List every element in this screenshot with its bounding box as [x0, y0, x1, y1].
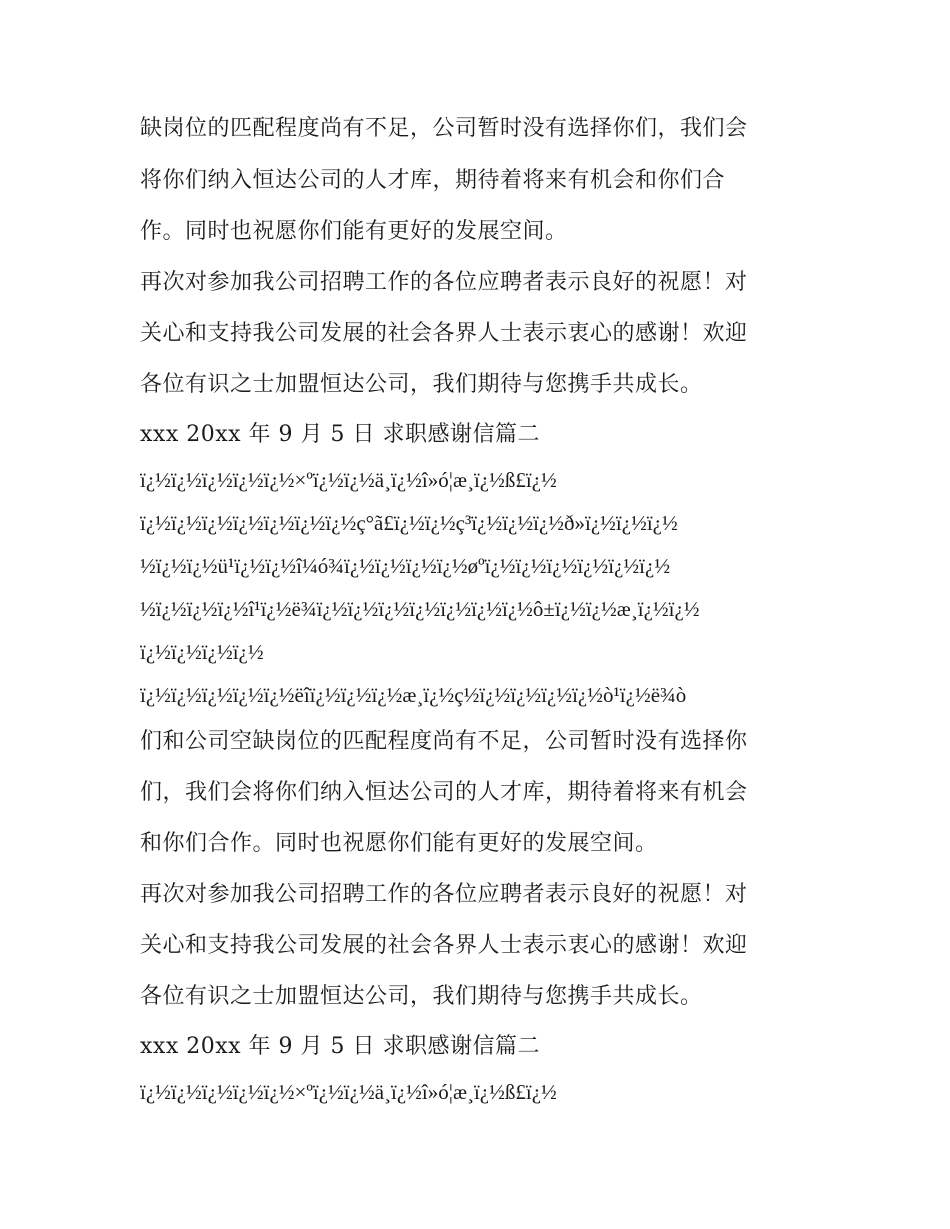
- garbled-text-line: ï¿½ï¿½ï¿½ï¿½ï¿½×ºï¿½ï¿½ä¸ï¿½î»ó¦æ¸ï¿½ß£ï¿½: [140, 1080, 557, 1104]
- date-heading-line: xxx 20xx 年 9 月 5 日 求职感谢信篇二: [140, 1034, 540, 1059]
- garbled-text-line: ï¿½ï¿½ï¿½ï¿½: [140, 640, 264, 664]
- garbled-text-line: ½ï¿½ï¿½ü¹ï¿½ï¿½î¼ó¾ï¿½ï¿½ï¿½ï¿½øºï¿½ï¿½ï¿½ï¿½ï¿½ï¿½: [140, 554, 671, 578]
- garbled-text-line: ï¿½ï¿½ï¿½ï¿½ï¿½×ºï¿½ï¿½ä¸ï¿½î»ó¦æ¸ï¿½ß£ï¿½: [140, 468, 557, 492]
- text-line: 们和公司空缺岗位的匹配程度尚有不足，公司暂时没有选择你: [140, 729, 748, 754]
- text-line: 各位有识之士加盟恒达公司，我们期待与您携手共成长。: [140, 372, 703, 397]
- text-line: 再次对参加我公司招聘工作的各位应聘者表示良好的祝愿！对: [140, 882, 748, 907]
- text-line: 作。同时也祝愿你们能有更好的发展空间。: [140, 219, 568, 244]
- text-line: 关心和支持我公司发展的社会各界人士表示衷心的感谢！欢迎: [140, 933, 748, 958]
- date-heading-line: xxx 20xx 年 9 月 5 日 求职感谢信篇二: [140, 422, 540, 447]
- garbled-text-line: ï¿½ï¿½ï¿½ï¿½ï¿½ëîï¿½ï¿½ï¿½æ¸ï¿½ç½ï¿½ï¿½ï¿½ï¿½ò¹ï¿½ë¾ò: [140, 683, 687, 707]
- text-line: 关心和支持我公司发展的社会各界人士表示衷心的感谢！欢迎: [140, 321, 748, 346]
- text-line: 缺岗位的匹配程度尚有不足，公司暂时没有选择你们，我们会: [140, 116, 748, 141]
- text-line: 们，我们会将你们纳入恒达公司的人才库，期待着将来有机会: [140, 780, 748, 805]
- garbled-text-line: ï¿½ï¿½ï¿½ï¿½ï¿½ï¿½ï¿½ç°ã£ï¿½ï¿½ç³ï¿½ï¿½ï¿½ð»ï¿½ï¿½ï¿½: [140, 511, 678, 535]
- text-line: 将你们纳入恒达公司的人才库，期待着将来有机会和你们合: [140, 168, 726, 193]
- text-line: 再次对参加我公司招聘工作的各位应聘者表示良好的祝愿！对: [140, 270, 748, 295]
- garbled-text-line: ½ï¿½ï¿½ï¿½î¹ï¿½ë¾ï¿½ï¿½ï¿½ï¿½ï¿½ï¿½ï¿½ô±ï¿½ï¿½æ¸ï¿½ï¿½: [140, 597, 700, 621]
- text-line: 和你们合作。同时也祝愿你们能有更好的发展空间。: [140, 831, 658, 856]
- text-line: 各位有识之士加盟恒达公司，我们期待与您携手共成长。: [140, 984, 703, 1009]
